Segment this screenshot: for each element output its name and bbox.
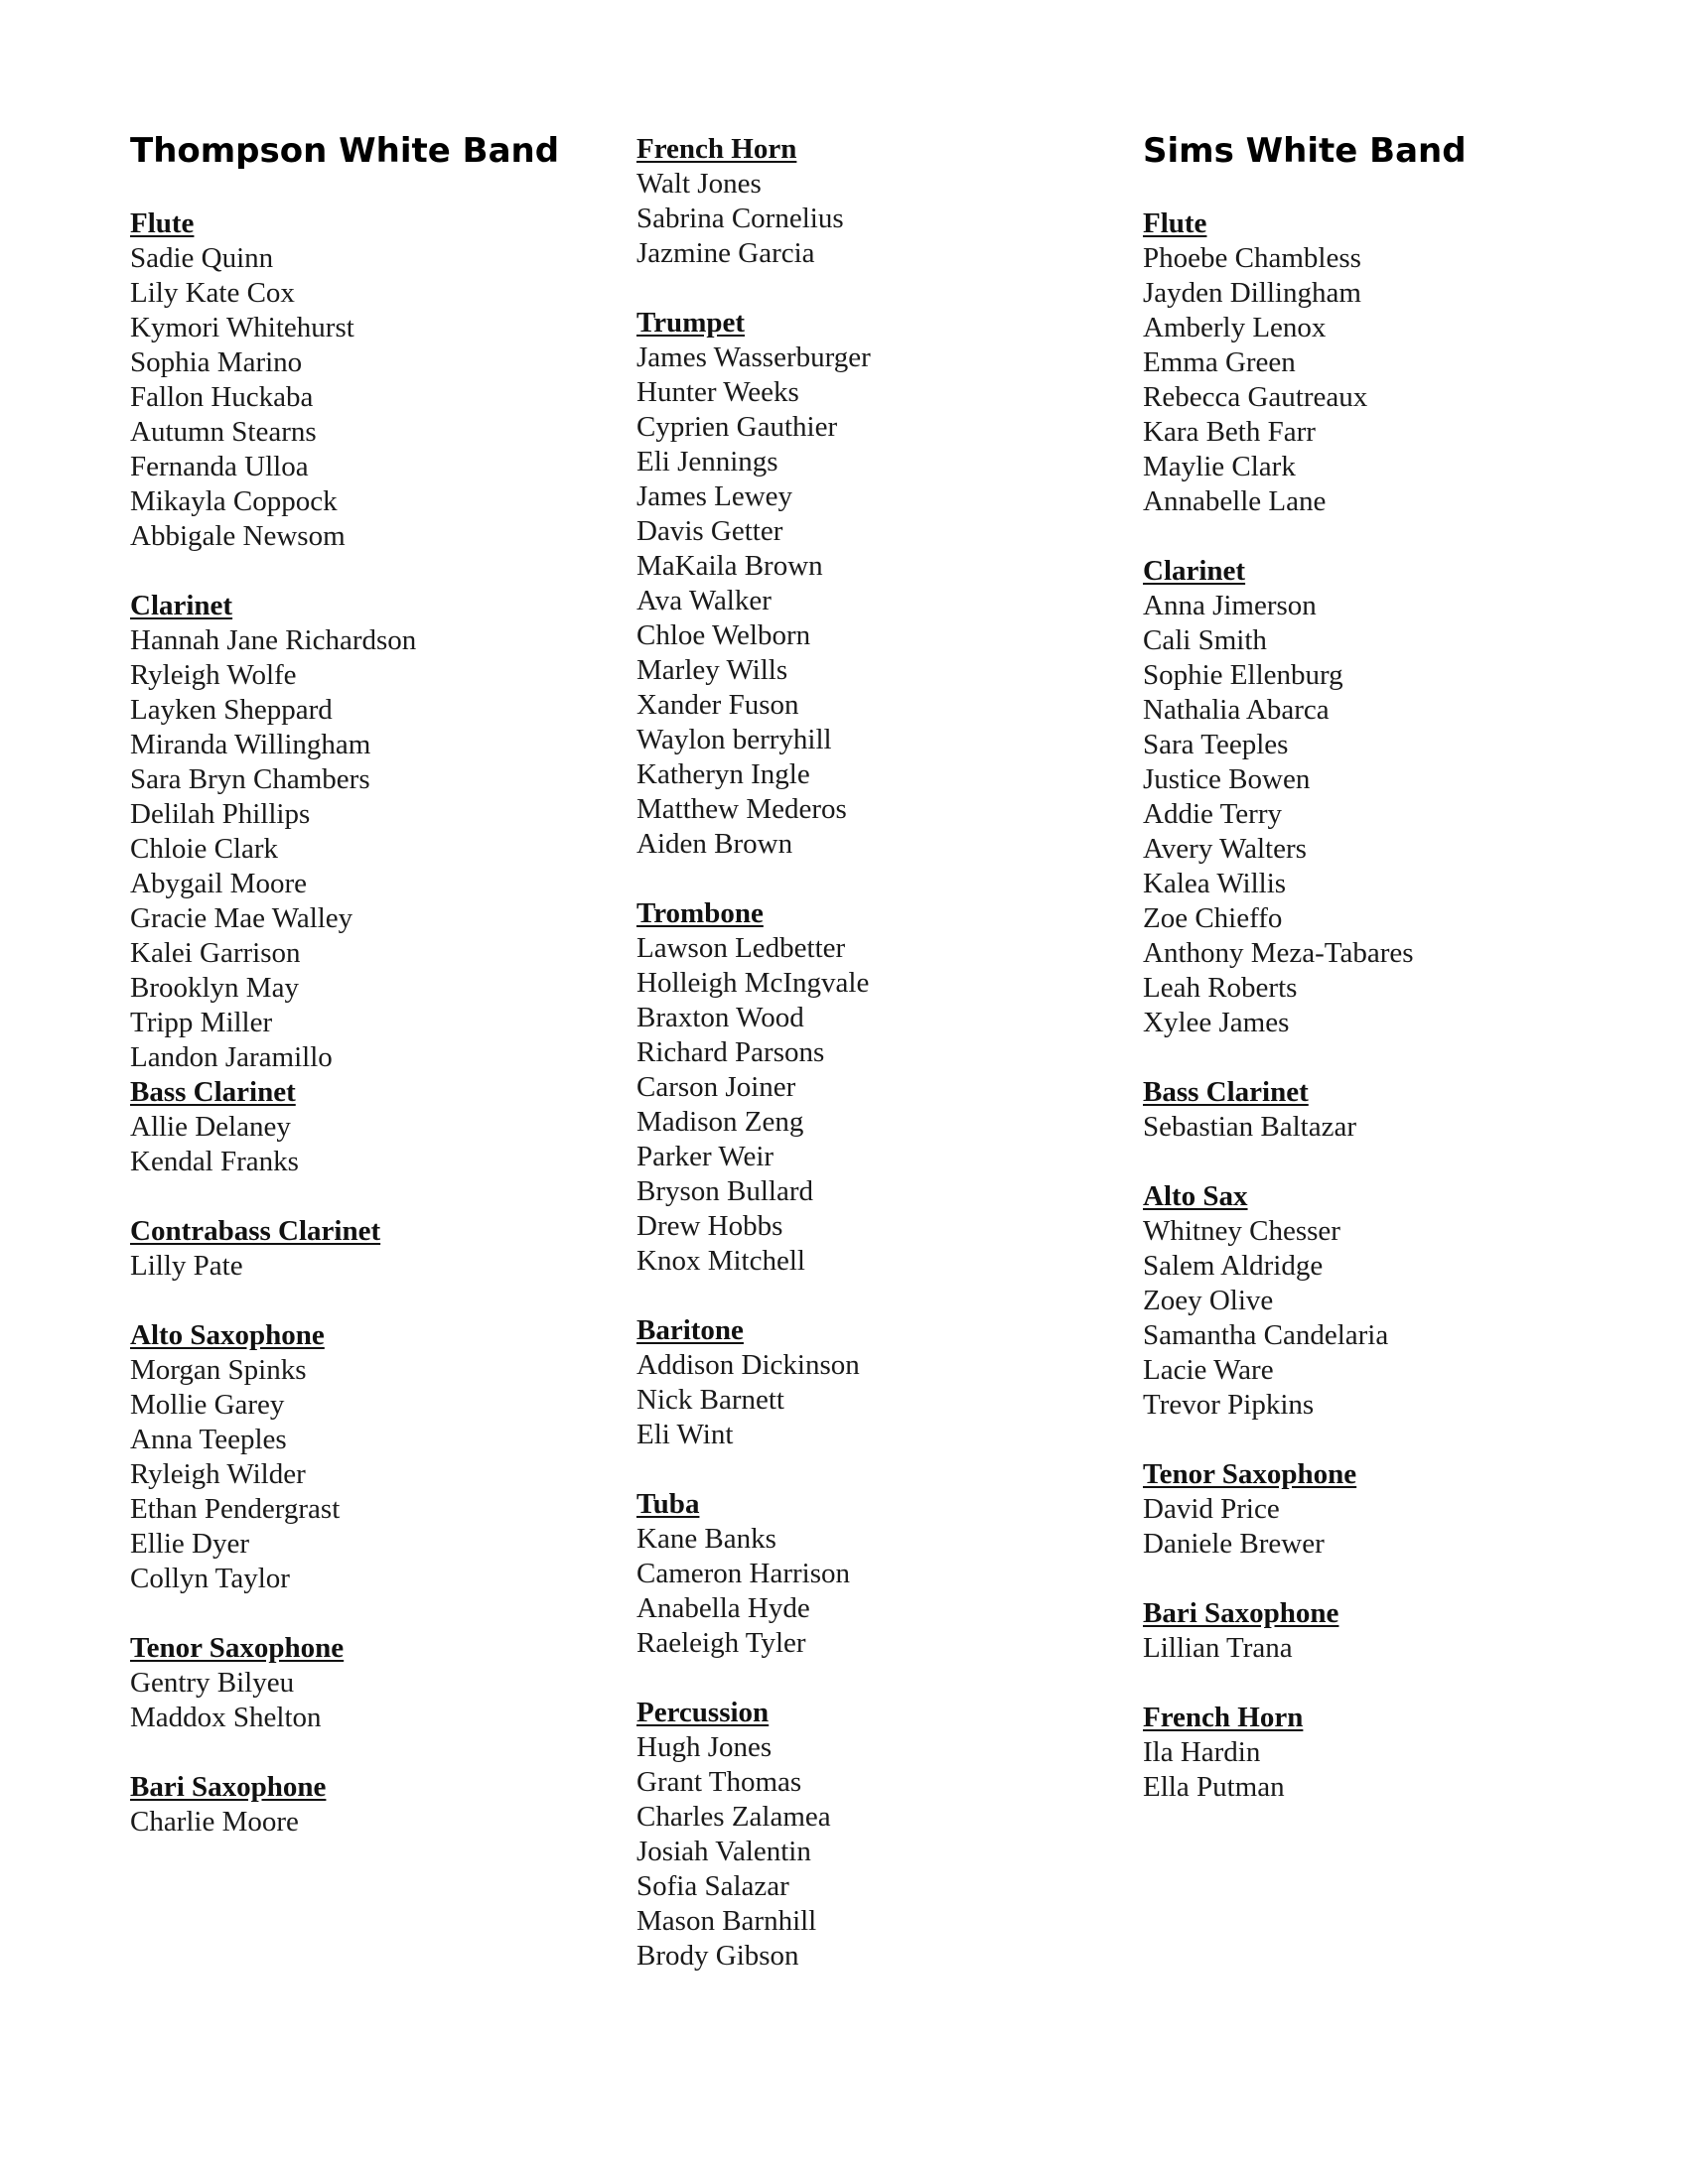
instrument-section bbox=[1143, 554, 1619, 1040]
member-name: Kane Banks bbox=[636, 1523, 776, 1555]
instrument-section bbox=[130, 1214, 587, 1284]
member-name: Matthew Mederos bbox=[636, 793, 847, 825]
instrument-section bbox=[636, 306, 1093, 862]
member-name: Kalei Garrison bbox=[130, 937, 301, 969]
member-name: Lawson Ledbetter bbox=[636, 932, 846, 964]
member-name: Kendal Franks bbox=[130, 1146, 299, 1177]
member-name: Anna Jimerson bbox=[1143, 590, 1317, 621]
member-name: Phoebe Chambless bbox=[1143, 242, 1361, 274]
member-name: Grant Thomas bbox=[636, 1766, 802, 1798]
member-name: Anabella Hyde bbox=[636, 1592, 810, 1624]
member-name: Amberly Lenox bbox=[1143, 312, 1327, 343]
member-name: Marley Wills bbox=[636, 654, 788, 686]
band-title: Thompson White Band bbox=[130, 131, 560, 171]
band-column-sims-white bbox=[1143, 131, 1619, 1805]
member-name: MaKaila Brown bbox=[636, 550, 823, 582]
member-name: Addie Terry bbox=[1143, 798, 1282, 830]
instrument-section bbox=[130, 1770, 587, 1840]
member-name: Miranda Willingham bbox=[130, 729, 371, 760]
member-name: Lilly Pate bbox=[130, 1250, 243, 1282]
member-name: Ila Hardin bbox=[1143, 1736, 1261, 1768]
instrument-section bbox=[636, 896, 1093, 1279]
member-name: Braxton Wood bbox=[636, 1002, 804, 1033]
member-name: Landon Jaramillo bbox=[130, 1041, 333, 1073]
section-heading: Clarinet bbox=[130, 590, 233, 621]
section-heading: Tenor Saxophone bbox=[1143, 1458, 1357, 1490]
member-name: Abbigale Newsom bbox=[130, 520, 346, 552]
member-name: Eli Jennings bbox=[636, 446, 778, 478]
section-heading: Contrabass Clarinet bbox=[130, 1215, 381, 1247]
member-name: Eli Wint bbox=[636, 1419, 734, 1450]
member-name: Kara Beth Farr bbox=[1143, 416, 1316, 448]
section-heading: Alto Sax bbox=[1143, 1180, 1248, 1212]
member-name: Cameron Harrison bbox=[636, 1558, 851, 1589]
member-name: Fallon Huckaba bbox=[130, 381, 314, 413]
member-name: Daniele Brewer bbox=[1143, 1528, 1325, 1560]
member-name: Anthony Meza-Tabares bbox=[1143, 937, 1414, 969]
band-title: Sims White Band bbox=[1143, 131, 1467, 171]
member-name: Madison Zeng bbox=[636, 1106, 804, 1138]
member-name: Morgan Spinks bbox=[130, 1354, 307, 1386]
member-name: Charles Zalamea bbox=[636, 1801, 831, 1833]
member-name: Maddox Shelton bbox=[130, 1702, 322, 1733]
instrument-section bbox=[1143, 1701, 1619, 1805]
member-name: Gracie Mae Walley bbox=[130, 902, 353, 934]
instrument-section bbox=[636, 1313, 1093, 1452]
member-name: Sebastian Baltazar bbox=[1143, 1111, 1356, 1143]
member-name: Lacie Ware bbox=[1143, 1354, 1274, 1386]
member-name: Emma Green bbox=[1143, 346, 1296, 378]
member-name: Justice Bowen bbox=[1143, 763, 1311, 795]
member-name: David Price bbox=[1143, 1493, 1280, 1525]
instrument-section bbox=[636, 132, 1093, 271]
member-name: Delilah Phillips bbox=[130, 798, 311, 830]
member-name: Cyprien Gauthier bbox=[636, 411, 838, 443]
member-name: Leah Roberts bbox=[1143, 972, 1298, 1004]
member-name: Jazmine Garcia bbox=[636, 237, 815, 269]
member-name: Ava Walker bbox=[636, 585, 772, 616]
member-name: Maylie Clark bbox=[1143, 451, 1296, 482]
member-name: Layken Sheppard bbox=[130, 694, 333, 726]
member-name: Mikayla Coppock bbox=[130, 485, 338, 517]
member-name: Jayden Dillingham bbox=[1143, 277, 1361, 309]
member-name: Cali Smith bbox=[1143, 624, 1267, 656]
member-name: Hannah Jane Richardson bbox=[130, 624, 417, 656]
section-heading: Flute bbox=[130, 207, 195, 239]
member-name: Kalea Willis bbox=[1143, 868, 1287, 899]
section-heading: Alto Saxophone bbox=[130, 1319, 325, 1351]
member-name: Raeleigh Tyler bbox=[636, 1627, 806, 1659]
section-heading: Percussion bbox=[636, 1697, 770, 1728]
member-name: Josiah Valentin bbox=[636, 1836, 811, 1867]
member-name: Collyn Taylor bbox=[130, 1563, 290, 1594]
member-name: James Lewey bbox=[636, 480, 793, 512]
member-name: Kymori Whitehurst bbox=[130, 312, 354, 343]
instrument-section bbox=[130, 589, 587, 1075]
member-name: Parker Weir bbox=[636, 1141, 774, 1172]
member-name: Whitney Chesser bbox=[1143, 1215, 1340, 1247]
instrument-section bbox=[1143, 1457, 1619, 1562]
member-name: Richard Parsons bbox=[636, 1036, 825, 1068]
section-heading: Trumpet bbox=[636, 307, 746, 339]
section-heading: Bari Saxophone bbox=[130, 1771, 327, 1803]
member-name: Annabelle Lane bbox=[1143, 485, 1327, 517]
member-name: Brody Gibson bbox=[636, 1940, 799, 1972]
member-name: Fernanda Ulloa bbox=[130, 451, 309, 482]
band-column-continued bbox=[636, 132, 1093, 1974]
member-name: Avery Walters bbox=[1143, 833, 1307, 865]
member-name: Lily Kate Cox bbox=[130, 277, 295, 309]
member-name: Zoey Olive bbox=[1143, 1285, 1274, 1316]
member-name: Ryleigh Wolfe bbox=[130, 659, 297, 691]
member-name: Abygail Moore bbox=[130, 868, 307, 899]
member-name: Bryson Bullard bbox=[636, 1175, 814, 1207]
member-name: Salem Aldridge bbox=[1143, 1250, 1324, 1282]
section-heading: Bass Clarinet bbox=[1143, 1076, 1309, 1108]
member-name: Nathalia Abarca bbox=[1143, 694, 1330, 726]
member-name: Mollie Garey bbox=[130, 1389, 285, 1421]
member-name: Ryleigh Wilder bbox=[130, 1458, 306, 1490]
section-heading: Baritone bbox=[636, 1314, 744, 1346]
member-name: Anna Teeples bbox=[130, 1424, 287, 1455]
member-name: Davis Getter bbox=[636, 515, 783, 547]
instrument-section bbox=[1143, 1179, 1619, 1423]
member-name: Autumn Stearns bbox=[130, 416, 317, 448]
member-name: Addison Dickinson bbox=[636, 1349, 860, 1381]
instrument-section bbox=[1143, 1075, 1619, 1145]
member-name: Sofia Salazar bbox=[636, 1870, 789, 1902]
member-name: Sara Teeples bbox=[1143, 729, 1289, 760]
member-name: Ethan Pendergrast bbox=[130, 1493, 341, 1525]
member-name: Knox Mitchell bbox=[636, 1245, 805, 1277]
member-name: Allie Delaney bbox=[130, 1111, 291, 1143]
member-name: Gentry Bilyeu bbox=[130, 1667, 295, 1699]
section-heading: Flute bbox=[1143, 207, 1207, 239]
member-name: Aiden Brown bbox=[636, 828, 793, 860]
member-name: Hunter Weeks bbox=[636, 376, 799, 408]
member-name: Ella Putman bbox=[1143, 1771, 1285, 1803]
member-name: Sabrina Cornelius bbox=[636, 203, 844, 234]
member-name: Xylee James bbox=[1143, 1007, 1290, 1038]
member-name: Nick Barnett bbox=[636, 1384, 784, 1416]
member-name: Walt Jones bbox=[636, 168, 762, 200]
member-name: Xander Fuson bbox=[636, 689, 799, 721]
section-heading: French Horn bbox=[636, 133, 797, 165]
member-name: Sophia Marino bbox=[130, 346, 303, 378]
section-heading: French Horn bbox=[1143, 1702, 1304, 1733]
member-name: Holleigh McIngvale bbox=[636, 967, 870, 999]
member-name: Sophie Ellenburg bbox=[1143, 659, 1343, 691]
member-name: Lillian Trana bbox=[1143, 1632, 1293, 1664]
instrument-section bbox=[1143, 206, 1619, 519]
member-name: Katheryn Ingle bbox=[636, 758, 810, 790]
instrument-section bbox=[636, 1696, 1093, 1974]
member-name: Mason Barnhill bbox=[636, 1905, 817, 1937]
instrument-section bbox=[1143, 1596, 1619, 1666]
member-name: Waylon berryhill bbox=[636, 724, 832, 755]
member-name: Chloie Clark bbox=[130, 833, 279, 865]
member-name: Drew Hobbs bbox=[636, 1210, 783, 1242]
section-heading: Tuba bbox=[636, 1488, 700, 1520]
section-heading: Clarinet bbox=[1143, 555, 1246, 587]
member-name: Zoe Chieffo bbox=[1143, 902, 1283, 934]
member-name: Ellie Dyer bbox=[130, 1528, 249, 1560]
member-name: Tripp Miller bbox=[130, 1007, 273, 1038]
section-heading: Trombone bbox=[636, 897, 764, 929]
member-name: Hugh Jones bbox=[636, 1731, 773, 1763]
section-heading: Tenor Saxophone bbox=[130, 1632, 345, 1664]
member-name: Samantha Candelaria bbox=[1143, 1319, 1389, 1351]
member-name: James Wasserburger bbox=[636, 341, 871, 373]
section-heading: Bass Clarinet bbox=[130, 1076, 296, 1108]
member-name: Trevor Pipkins bbox=[1143, 1389, 1315, 1421]
instrument-section bbox=[130, 206, 587, 554]
section-heading: Bari Saxophone bbox=[1143, 1597, 1339, 1629]
instrument-section bbox=[130, 1631, 587, 1735]
band-column-thompson-white bbox=[130, 131, 587, 1840]
member-name: Carson Joiner bbox=[636, 1071, 796, 1103]
member-name: Sadie Quinn bbox=[130, 242, 274, 274]
instrument-section bbox=[636, 1487, 1093, 1661]
instrument-section bbox=[130, 1075, 587, 1179]
member-name: Charlie Moore bbox=[130, 1806, 299, 1838]
member-name: Sara Bryn Chambers bbox=[130, 763, 370, 795]
member-name: Brooklyn May bbox=[130, 972, 299, 1004]
member-name: Chloe Welborn bbox=[636, 619, 811, 651]
instrument-section bbox=[130, 1318, 587, 1596]
member-name: Rebecca Gautreaux bbox=[1143, 381, 1368, 413]
